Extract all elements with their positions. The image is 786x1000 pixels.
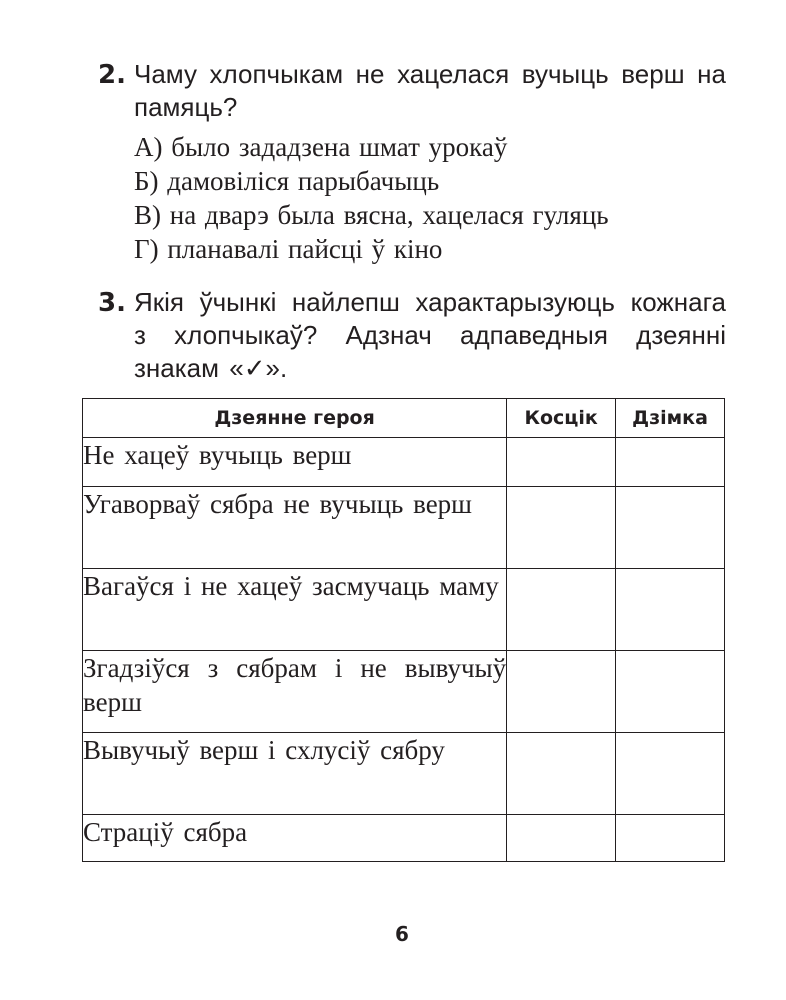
checkmark-cell-dzimka[interactable] <box>616 651 725 733</box>
answer-option-d[interactable]: Г) планавалі пайсці ў кіно <box>134 234 443 264</box>
action-cell: Страціў сябра <box>83 815 507 862</box>
checkmark-cell-kostsik[interactable] <box>507 733 616 815</box>
question-2-answers <box>134 130 754 266</box>
question-3-text: Якія ўчынкі найлепш характарызуюць кожнага з хлопчыкаў? Адзнач адпаведныя дзеянні знакам «✓». <box>134 287 726 383</box>
table-header-row <box>83 399 725 438</box>
answer-option-b[interactable]: Б) дамовіліся парыбачыць <box>134 166 440 196</box>
question-3 <box>98 286 726 385</box>
question-2-number: 2. <box>98 60 126 90</box>
answer-option-a[interactable]: А) было зададзена шмат урокаў <box>134 132 508 162</box>
checkmark-cell-kostsik[interactable] <box>507 815 616 862</box>
page-number: 6 <box>395 922 409 946</box>
question-2 <box>98 58 726 124</box>
action-cell: Не хацеў вучыць верш <box>83 438 507 487</box>
question-2-text: Чаму хлопчыкам не хацелася вучыць верш на памяць? <box>134 59 726 122</box>
checkmark-cell-kostsik[interactable] <box>507 487 616 569</box>
checkmark-cell-dzimka[interactable] <box>616 487 725 569</box>
table-row <box>83 733 725 815</box>
header-kostsik: Косцік <box>507 399 616 438</box>
table-row <box>83 651 725 733</box>
action-cell: Згадзіўся з сябрам і не вывучыў верш <box>83 651 507 733</box>
checkmark-cell-dzimka[interactable] <box>616 733 725 815</box>
checkmark-cell-kostsik[interactable] <box>507 569 616 651</box>
checkmark-cell-dzimka[interactable] <box>616 569 725 651</box>
checkmark-cell-kostsik[interactable] <box>507 438 616 487</box>
question-3-number: 3. <box>98 288 126 318</box>
actions-table <box>82 398 725 862</box>
table-row <box>83 569 725 651</box>
action-cell: Вагаўся і не хацеў засмучаць маму <box>83 569 507 651</box>
header-action: Дзеянне героя <box>83 399 507 438</box>
table-row <box>83 438 725 487</box>
header-dzimka: Дзімка <box>616 399 725 438</box>
checkmark-cell-kostsik[interactable] <box>507 651 616 733</box>
checkmark-cell-dzimka[interactable] <box>616 438 725 487</box>
action-cell: Угаворваў сябра не вучыць верш <box>83 487 507 569</box>
action-cell: Вывучыў верш і схлусіў сябру <box>83 733 507 815</box>
table-row <box>83 815 725 862</box>
checkmark-cell-dzimka[interactable] <box>616 815 725 862</box>
answer-option-c[interactable]: В) на дварэ была вясна, хацелася гуляць <box>134 200 609 230</box>
table-row <box>83 487 725 569</box>
